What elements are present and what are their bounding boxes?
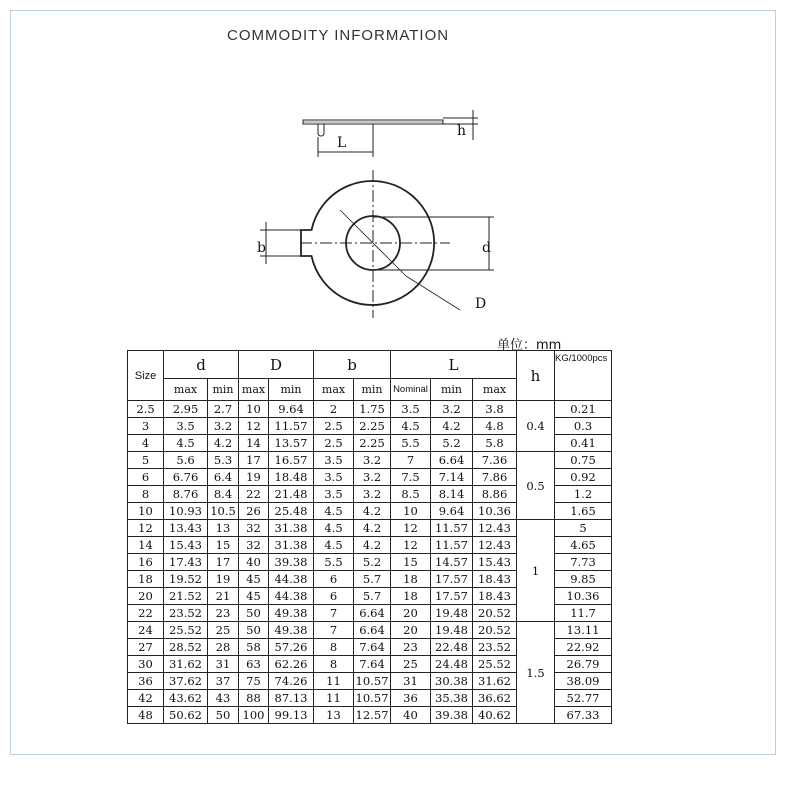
cell-b-min: 12.57 <box>354 707 391 724</box>
cell-size: 12 <box>128 520 164 537</box>
cell-b-max: 11 <box>314 690 354 707</box>
cell-L-nominal: 4.5 <box>391 418 431 435</box>
cell-L-nominal: 18 <box>391 571 431 588</box>
cell-b-max: 5.5 <box>314 554 354 571</box>
cell-b-min: 5.2 <box>354 554 391 571</box>
cell-size: 27 <box>128 639 164 656</box>
header-nominal: Nominal <box>391 379 431 401</box>
header-b: b <box>314 351 391 379</box>
cell-L-max: 8.86 <box>473 486 517 503</box>
cell-D-max: 32 <box>239 520 269 537</box>
cell-size: 6 <box>128 469 164 486</box>
cell-b-min: 10.57 <box>354 673 391 690</box>
cell-L-nominal: 18 <box>391 588 431 605</box>
cell-kg-per-1000: 0.92 <box>555 469 612 486</box>
cell-b-max: 2 <box>314 401 354 418</box>
cell-b-max: 3.5 <box>314 452 354 469</box>
cell-L-min: 39.38 <box>431 707 473 724</box>
cell-L-max: 4.8 <box>473 418 517 435</box>
cell-L-nominal: 12 <box>391 537 431 554</box>
cell-d-min: 25 <box>208 622 239 639</box>
cell-b-min: 6.64 <box>354 622 391 639</box>
cell-D-max: 19 <box>239 469 269 486</box>
cell-L-max: 40.62 <box>473 707 517 724</box>
cell-d-min: 37 <box>208 673 239 690</box>
header-max: max <box>314 379 354 401</box>
cell-D-min: 18.48 <box>269 469 314 486</box>
spec-table-body <box>128 401 612 724</box>
cell-kg-per-1000: 13.11 <box>555 622 612 639</box>
cell-D-min: 44.38 <box>269 588 314 605</box>
cell-L-max: 3.8 <box>473 401 517 418</box>
cell-D-max: 88 <box>239 690 269 707</box>
label-d: d <box>482 240 491 256</box>
label-L: L <box>337 135 347 151</box>
cell-kg-per-1000: 0.41 <box>555 435 612 452</box>
cell-b-min: 3.2 <box>354 469 391 486</box>
cell-L-max: 25.52 <box>473 656 517 673</box>
cell-h: 0.5 <box>517 452 555 520</box>
cell-d-max: 31.62 <box>164 656 208 673</box>
label-h: h <box>457 123 467 139</box>
header-kg: KG/1000pcs <box>555 351 612 401</box>
cell-kg-per-1000: 11.7 <box>555 605 612 622</box>
cell-kg-per-1000: 22.92 <box>555 639 612 656</box>
cell-kg-per-1000: 67.33 <box>555 707 612 724</box>
header-max: max <box>164 379 208 401</box>
cell-d-max: 19.52 <box>164 571 208 588</box>
cell-d-max: 10.93 <box>164 503 208 520</box>
cell-L-max: 20.52 <box>473 622 517 639</box>
cell-L-max: 7.36 <box>473 452 517 469</box>
cell-kg-per-1000: 1.65 <box>555 503 612 520</box>
cell-kg-per-1000: 1.2 <box>555 486 612 503</box>
cell-d-min: 17 <box>208 554 239 571</box>
cell-d-max: 8.76 <box>164 486 208 503</box>
cell-size: 2.5 <box>128 401 164 418</box>
cell-D-max: 100 <box>239 707 269 724</box>
cell-L-max: 31.62 <box>473 673 517 690</box>
cell-b-min: 4.2 <box>354 537 391 554</box>
cell-b-min: 4.2 <box>354 503 391 520</box>
cell-d-max: 28.52 <box>164 639 208 656</box>
cell-size: 8 <box>128 486 164 503</box>
cell-d-max: 5.6 <box>164 452 208 469</box>
cell-D-min: 9.64 <box>269 401 314 418</box>
header-max: max <box>473 379 517 401</box>
cell-L-min: 35.38 <box>431 690 473 707</box>
cell-L-nominal: 36 <box>391 690 431 707</box>
spec-table <box>127 350 612 724</box>
header-max: max <box>239 379 269 401</box>
cell-d-min: 28 <box>208 639 239 656</box>
cell-L-max: 10.36 <box>473 503 517 520</box>
cell-d-min: 3.2 <box>208 418 239 435</box>
cell-h: 1.5 <box>517 622 555 724</box>
cell-D-max: 58 <box>239 639 269 656</box>
header-size: Size <box>128 351 164 401</box>
cell-b-max: 7 <box>314 622 354 639</box>
cell-L-min: 7.14 <box>431 469 473 486</box>
cell-L-min: 4.2 <box>431 418 473 435</box>
cell-d-min: 10.5 <box>208 503 239 520</box>
cell-L-min: 17.57 <box>431 588 473 605</box>
cell-kg-per-1000: 10.36 <box>555 588 612 605</box>
cell-d-min: 2.7 <box>208 401 239 418</box>
cell-b-max: 4.5 <box>314 503 354 520</box>
cell-d-max: 13.43 <box>164 520 208 537</box>
cell-kg-per-1000: 26.79 <box>555 656 612 673</box>
cell-d-max: 2.95 <box>164 401 208 418</box>
cell-D-max: 26 <box>239 503 269 520</box>
cell-L-min: 24.48 <box>431 656 473 673</box>
cell-L-nominal: 20 <box>391 622 431 639</box>
cell-b-max: 11 <box>314 673 354 690</box>
cell-d-min: 8.4 <box>208 486 239 503</box>
cell-b-min: 3.2 <box>354 452 391 469</box>
cell-b-min: 7.64 <box>354 656 391 673</box>
cell-D-max: 75 <box>239 673 269 690</box>
cell-size: 10 <box>128 503 164 520</box>
cell-L-max: 36.62 <box>473 690 517 707</box>
cell-b-max: 6 <box>314 571 354 588</box>
cell-size: 5 <box>128 452 164 469</box>
cell-D-max: 45 <box>239 588 269 605</box>
cell-size: 4 <box>128 435 164 452</box>
cell-d-max: 21.52 <box>164 588 208 605</box>
cell-d-min: 15 <box>208 537 239 554</box>
cell-b-max: 13 <box>314 707 354 724</box>
table-row <box>128 622 612 639</box>
cell-b-max: 7 <box>314 605 354 622</box>
cell-kg-per-1000: 4.65 <box>555 537 612 554</box>
cell-L-min: 8.14 <box>431 486 473 503</box>
cell-kg-per-1000: 7.73 <box>555 554 612 571</box>
cell-b-max: 4.5 <box>314 537 354 554</box>
cell-b-min: 6.64 <box>354 605 391 622</box>
cell-L-min: 9.64 <box>431 503 473 520</box>
cell-D-max: 10 <box>239 401 269 418</box>
cell-d-min: 50 <box>208 707 239 724</box>
cell-kg-per-1000: 5 <box>555 520 612 537</box>
cell-size: 30 <box>128 656 164 673</box>
table-row <box>128 520 612 537</box>
cell-b-min: 5.7 <box>354 588 391 605</box>
cell-L-nominal: 8.5 <box>391 486 431 503</box>
cell-L-min: 3.2 <box>431 401 473 418</box>
cell-D-max: 17 <box>239 452 269 469</box>
cell-D-min: 31.38 <box>269 520 314 537</box>
cell-L-min: 17.57 <box>431 571 473 588</box>
cell-L-max: 12.43 <box>473 520 517 537</box>
cell-b-max: 8 <box>314 656 354 673</box>
cell-d-min: 21 <box>208 588 239 605</box>
header-min: min <box>431 379 473 401</box>
cell-L-nominal: 10 <box>391 503 431 520</box>
cell-b-max: 2.5 <box>314 418 354 435</box>
cell-D-max: 45 <box>239 571 269 588</box>
cell-D-min: 49.38 <box>269 622 314 639</box>
side-view <box>303 110 478 157</box>
cell-d-max: 17.43 <box>164 554 208 571</box>
cell-L-nominal: 23 <box>391 639 431 656</box>
cell-size: 22 <box>128 605 164 622</box>
cell-L-max: 20.52 <box>473 605 517 622</box>
cell-L-nominal: 20 <box>391 605 431 622</box>
cell-kg-per-1000: 52.77 <box>555 690 612 707</box>
cell-kg-per-1000: 38.09 <box>555 673 612 690</box>
cell-L-max: 7.86 <box>473 469 517 486</box>
cell-D-min: 62.26 <box>269 656 314 673</box>
cell-d-max: 43.62 <box>164 690 208 707</box>
cell-L-nominal: 5.5 <box>391 435 431 452</box>
table-row <box>128 401 612 418</box>
cell-D-max: 32 <box>239 537 269 554</box>
cell-L-max: 18.43 <box>473 571 517 588</box>
cell-b-min: 3.2 <box>354 486 391 503</box>
header-L: L <box>391 351 517 379</box>
cell-b-min: 2.25 <box>354 435 391 452</box>
cell-d-max: 25.52 <box>164 622 208 639</box>
cell-b-max: 3.5 <box>314 486 354 503</box>
cell-D-min: 11.57 <box>269 418 314 435</box>
cell-D-min: 74.26 <box>269 673 314 690</box>
cell-d-max: 37.62 <box>164 673 208 690</box>
cell-b-min: 5.7 <box>354 571 391 588</box>
table-row <box>128 452 612 469</box>
cell-L-min: 11.57 <box>431 520 473 537</box>
cell-D-max: 40 <box>239 554 269 571</box>
cell-L-nominal: 40 <box>391 707 431 724</box>
cell-L-max: 15.43 <box>473 554 517 571</box>
cell-L-min: 19.48 <box>431 605 473 622</box>
cell-D-min: 39.38 <box>269 554 314 571</box>
cell-kg-per-1000: 9.85 <box>555 571 612 588</box>
washer-diagram <box>0 0 790 340</box>
header-min: min <box>269 379 314 401</box>
cell-L-min: 5.2 <box>431 435 473 452</box>
cell-d-min: 31 <box>208 656 239 673</box>
cell-size: 48 <box>128 707 164 724</box>
cell-D-max: 22 <box>239 486 269 503</box>
cell-D-min: 57.26 <box>269 639 314 656</box>
cell-L-max: 12.43 <box>473 537 517 554</box>
cell-L-min: 6.64 <box>431 452 473 469</box>
cell-L-max: 5.8 <box>473 435 517 452</box>
cell-L-max: 18.43 <box>473 588 517 605</box>
cell-D-max: 50 <box>239 622 269 639</box>
cell-L-nominal: 25 <box>391 656 431 673</box>
cell-D-min: 31.38 <box>269 537 314 554</box>
cell-b-max: 6 <box>314 588 354 605</box>
cell-kg-per-1000: 0.75 <box>555 452 612 469</box>
cell-size: 36 <box>128 673 164 690</box>
cell-L-min: 30.38 <box>431 673 473 690</box>
cell-size: 20 <box>128 588 164 605</box>
label-D: D <box>475 296 487 312</box>
cell-b-max: 2.5 <box>314 435 354 452</box>
cell-D-max: 12 <box>239 418 269 435</box>
cell-size: 42 <box>128 690 164 707</box>
cell-size: 14 <box>128 537 164 554</box>
cell-b-max: 4.5 <box>314 520 354 537</box>
cell-D-min: 25.48 <box>269 503 314 520</box>
header-D: D <box>239 351 314 379</box>
cell-size: 24 <box>128 622 164 639</box>
cell-L-nominal: 31 <box>391 673 431 690</box>
cell-L-min: 14.57 <box>431 554 473 571</box>
cell-kg-per-1000: 0.21 <box>555 401 612 418</box>
cell-D-min: 44.38 <box>269 571 314 588</box>
label-b: b <box>257 240 266 256</box>
cell-L-nominal: 12 <box>391 520 431 537</box>
cell-L-nominal: 7.5 <box>391 469 431 486</box>
cell-D-min: 13.57 <box>269 435 314 452</box>
cell-d-max: 6.76 <box>164 469 208 486</box>
cell-L-min: 11.57 <box>431 537 473 554</box>
cell-D-min: 21.48 <box>269 486 314 503</box>
cell-d-max: 23.52 <box>164 605 208 622</box>
cell-b-min: 1.75 <box>354 401 391 418</box>
front-view <box>260 170 494 318</box>
cell-L-nominal: 7 <box>391 452 431 469</box>
cell-D-max: 14 <box>239 435 269 452</box>
cell-d-min: 13 <box>208 520 239 537</box>
page-title: COMMODITY INFORMATION <box>227 27 450 44</box>
cell-d-min: 43 <box>208 690 239 707</box>
cell-D-min: 16.57 <box>269 452 314 469</box>
cell-D-min: 87.13 <box>269 690 314 707</box>
cell-d-max: 15.43 <box>164 537 208 554</box>
cell-d-min: 23 <box>208 605 239 622</box>
cell-D-min: 99.13 <box>269 707 314 724</box>
cell-L-min: 22.48 <box>431 639 473 656</box>
cell-h: 0.4 <box>517 401 555 452</box>
cell-b-min: 7.64 <box>354 639 391 656</box>
cell-size: 18 <box>128 571 164 588</box>
cell-d-max: 3.5 <box>164 418 208 435</box>
cell-b-max: 3.5 <box>314 469 354 486</box>
cell-d-min: 5.3 <box>208 452 239 469</box>
cell-h: 1 <box>517 520 555 622</box>
cell-L-min: 19.48 <box>431 622 473 639</box>
cell-d-min: 4.2 <box>208 435 239 452</box>
cell-d-max: 4.5 <box>164 435 208 452</box>
header-h: h <box>517 351 555 401</box>
cell-b-min: 4.2 <box>354 520 391 537</box>
cell-D-min: 49.38 <box>269 605 314 622</box>
header-d: d <box>164 351 239 379</box>
cell-size: 3 <box>128 418 164 435</box>
header-min: min <box>208 379 239 401</box>
cell-d-min: 19 <box>208 571 239 588</box>
cell-kg-per-1000: 0.3 <box>555 418 612 435</box>
cell-L-max: 23.52 <box>473 639 517 656</box>
cell-D-max: 63 <box>239 656 269 673</box>
cell-L-nominal: 15 <box>391 554 431 571</box>
cell-L-nominal: 3.5 <box>391 401 431 418</box>
cell-size: 16 <box>128 554 164 571</box>
cell-b-min: 2.25 <box>354 418 391 435</box>
cell-D-max: 50 <box>239 605 269 622</box>
cell-b-max: 8 <box>314 639 354 656</box>
cell-d-max: 50.62 <box>164 707 208 724</box>
header-min: min <box>354 379 391 401</box>
cell-b-min: 10.57 <box>354 690 391 707</box>
unit-label: 单位：mm <box>497 338 562 353</box>
cell-d-min: 6.4 <box>208 469 239 486</box>
